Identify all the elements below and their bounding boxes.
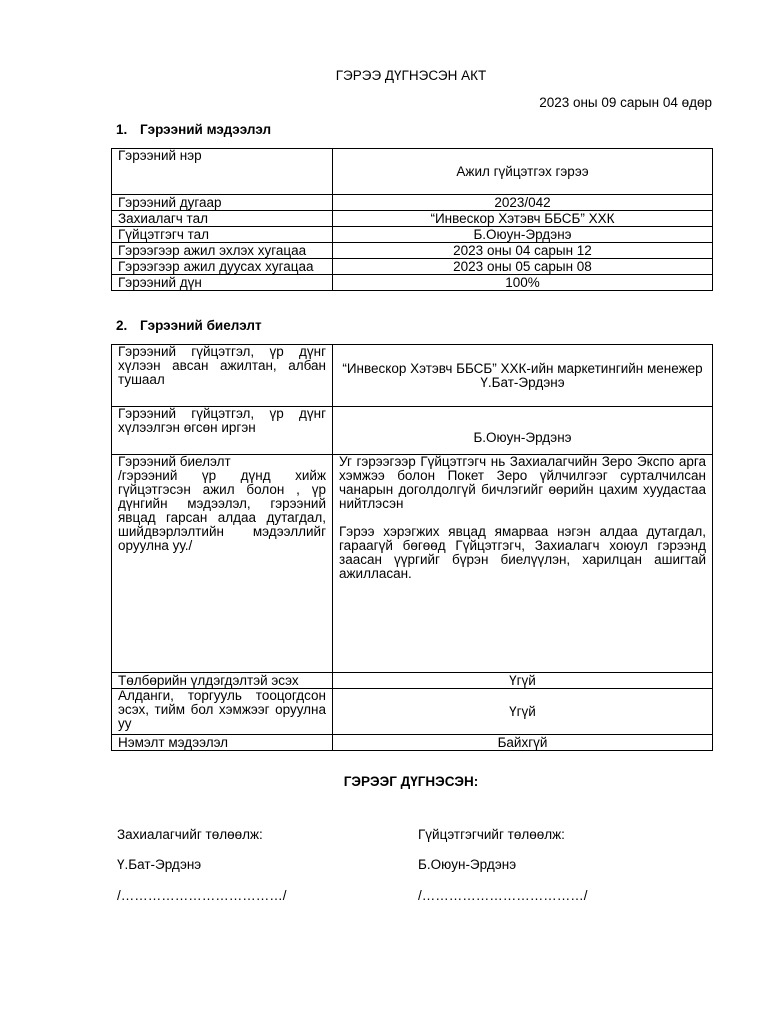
row-label: Гэрээгээр ажил дуусах хугацаа (112, 259, 333, 275)
row-value: Үгүй (333, 673, 713, 689)
row-value-paragraph: Уг гэрээгээр Гүйцэтгэгч нь Захиалагчийн Зеро Экспо арга хэмжээ болон Покет Зеро үйлчилгээг сурталчилсан чанарын доголдолгүй бичлэгийг өөрийн цахим хуудастаа нийтлэсэн (339, 454, 706, 511)
row-value: Ажил гүйцэтгэх гэрээ (333, 149, 713, 195)
signatures-title: ГЭРЭЭГ ДҮГНЭСЭН: (343, 774, 479, 789)
table-row (112, 275, 713, 291)
document-title: ГЭРЭЭ ДҮГНЭСЭН АКТ (335, 68, 487, 83)
row-label: Гэрээний гүйцэтгэл, үр дүнг хүлээлгэн өгсөн иргэн (112, 407, 333, 455)
contractor-rep-label: Гүйцэтгэгчийг төлөөлж: (418, 827, 565, 842)
table-row (112, 689, 713, 735)
row-label: Төлбөрийн үлдэгдэлтэй эсэх (112, 673, 333, 689)
row-value: Б.Оюун-Эрдэнэ (333, 227, 713, 243)
section-2-heading (116, 318, 262, 333)
contract-info-table (111, 148, 713, 291)
section-title: Гэрээний биелэлт (140, 318, 262, 333)
contractor-signature-line: /………………………………/ (418, 888, 588, 903)
table-row (112, 735, 713, 751)
table-row (112, 259, 713, 275)
contract-execution-table (111, 344, 713, 751)
row-value: “Инвескор Хэтэвч ББСБ” ХХК (333, 211, 713, 227)
customer-signature-line: /………………………………/ (117, 888, 287, 903)
table-row (112, 243, 713, 259)
row-value: 2023/042 (333, 195, 713, 211)
row-value: Байхгүй (333, 735, 713, 751)
row-label: Гэрээний дүн (112, 275, 333, 291)
row-value-paragraph: Гэрээ хэрэгжих явцад ямарваа нэгэн алдаа дутагдал, гараагүй бөгөөд Гүйцэтгэгч, Захиалагч хоюул гэрээнд заасан үүргийг бүрэн биелүүлэн, харилцан ашигтай ажилласан. (339, 524, 706, 581)
row-label: Гэрээний дугаар (112, 195, 333, 211)
table-row (112, 227, 713, 243)
section-1-heading (116, 122, 271, 137)
row-label: Гэрээгээр ажил эхлэх хугацаа (112, 243, 333, 259)
customer-rep-label: Захиалагчийг төлөөлж: (117, 827, 263, 842)
table-row (112, 673, 713, 689)
customer-rep-name: Ү.Бат-Эрдэнэ (117, 857, 202, 872)
row-value: Үгүй (333, 689, 713, 735)
row-value (333, 455, 713, 673)
row-value: “Инвескор Хэтэвч ББСБ” ХХК-ийн маркетингийн менежер Ү.Бат-Эрдэнэ (333, 345, 713, 407)
table-row (112, 195, 713, 211)
contractor-rep-name: Б.Оюун-Эрдэнэ (418, 857, 517, 872)
table-row (112, 455, 713, 673)
row-label: Захиалагч тал (112, 211, 333, 227)
section-number: 2. (116, 318, 128, 333)
row-value: 2023 оны 05 сарын 08 (333, 259, 713, 275)
document-date: 2023 оны 09 сарын 04 өдөр (539, 95, 712, 110)
row-label: Гэрээний биелэлт /гэрээний үр дүнд хийж гүйцэтгэсэн ажил болон , үр дүнгийн мэдээлэл, гэрээний явцад гарсан алдаа дутагдал, шийдвэрлэлтийн мэдээллийг оруулна уу./ (112, 455, 333, 673)
row-label: Гэрээний нэр (112, 149, 333, 195)
row-label: Гүйцэтгэгч тал (112, 227, 333, 243)
section-number: 1. (116, 122, 128, 137)
section-title: Гэрээний мэдээлэл (140, 122, 272, 137)
row-label: Гэрээний гүйцэтгэл, үр дүнг хүлээн авсан ажилтан, албан тушаал (112, 345, 333, 407)
row-label: Нэмэлт мэдээлэл (112, 735, 333, 751)
row-value: Б.Оюун-Эрдэнэ (333, 407, 713, 455)
table-row (112, 407, 713, 455)
table-row (112, 345, 713, 407)
row-label: Алданги, торгууль тооцогдсон эсэх, тийм бол хэмжээг оруулна уу (112, 689, 333, 735)
table-row (112, 211, 713, 227)
row-value: 100% (333, 275, 713, 291)
row-value: 2023 оны 04 сарын 12 (333, 243, 713, 259)
table-row (112, 149, 713, 195)
